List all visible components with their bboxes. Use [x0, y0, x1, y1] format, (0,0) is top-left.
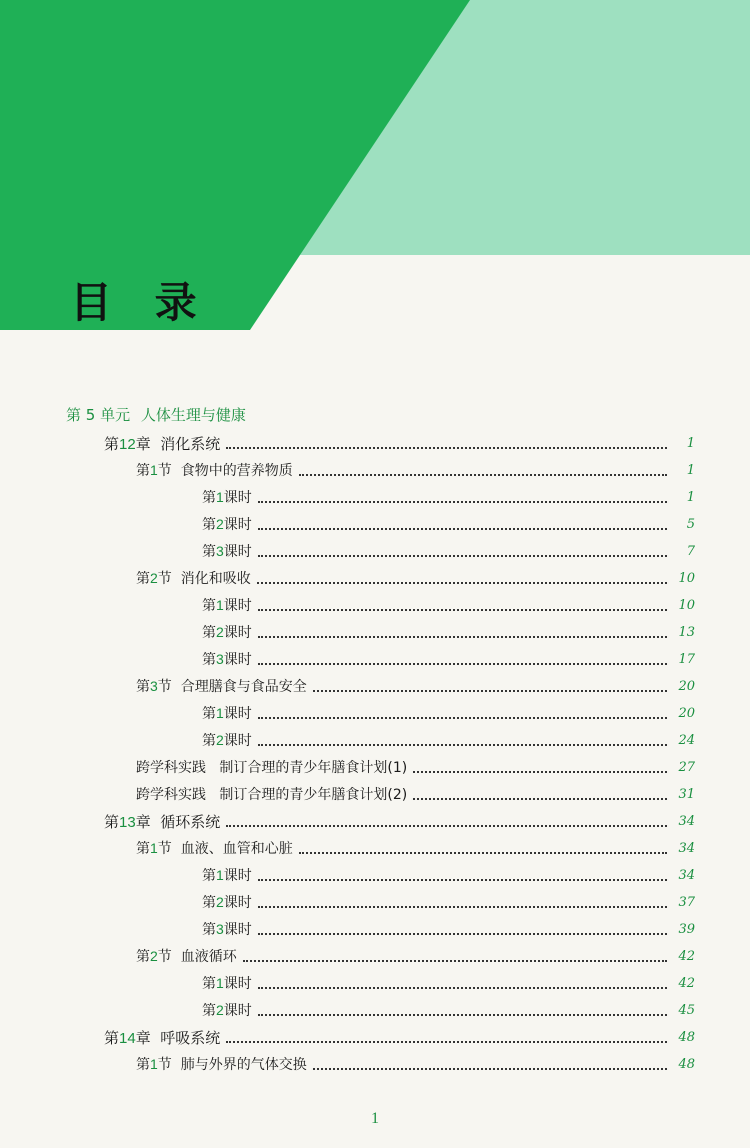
- toc-chapter[interactable]: 第14章 呼吸系统 48: [104, 1028, 695, 1047]
- toc-lesson[interactable]: 第2课时 13: [202, 624, 695, 641]
- unit-heading: [66, 404, 252, 425]
- toc-chapter[interactable]: 第12章 消化系统 1: [104, 434, 695, 453]
- toc-chapter[interactable]: 第13章 循环系统 34: [104, 812, 695, 831]
- toc-lesson[interactable]: 第2课时 37: [202, 894, 695, 911]
- unit-label: 第 5 单元: [66, 406, 131, 424]
- toc-lesson[interactable]: 第2课时 5: [202, 516, 695, 533]
- toc-lesson[interactable]: 第1课时 10: [202, 597, 695, 614]
- unit-name: 人体生理与健康: [140, 406, 246, 424]
- toc-lesson[interactable]: 第1课时 20: [202, 705, 695, 722]
- toc-section[interactable]: 第1节 血液、血管和心脏 34: [136, 840, 695, 857]
- toc-section[interactable]: 第2节 血液循环 42: [136, 948, 695, 965]
- toc-lesson[interactable]: 第3课时 17: [202, 651, 695, 668]
- toc-practice[interactable]: 跨学科实践 制订合理的青少年膳食计划(2) 31: [136, 786, 695, 803]
- toc-section[interactable]: 第3节 合理膳食与食品安全 20: [136, 678, 695, 695]
- toc-section[interactable]: 第1节 食物中的营养物质 1: [136, 462, 695, 479]
- toc-lesson[interactable]: 第1课时 34: [202, 867, 695, 884]
- page-number: 1: [371, 1110, 379, 1127]
- toc-lesson[interactable]: 第1课时 42: [202, 975, 695, 992]
- toc-lesson[interactable]: 第3课时 39: [202, 921, 695, 938]
- toc-lesson[interactable]: 第3课时 7: [202, 543, 695, 560]
- toc-section[interactable]: 第1节 肺与外界的气体交换 48: [136, 1056, 695, 1073]
- toc-lesson[interactable]: 第2课时 24: [202, 732, 695, 749]
- toc-lesson[interactable]: 第2课时 45: [202, 1002, 695, 1019]
- toc-practice[interactable]: 跨学科实践 制订合理的青少年膳食计划(1) 27: [136, 759, 695, 776]
- toc-section[interactable]: 第2节 消化和吸收 10: [136, 570, 695, 587]
- toc-lesson[interactable]: 第1课时 1: [202, 489, 695, 506]
- page-title: 目 录: [70, 278, 211, 327]
